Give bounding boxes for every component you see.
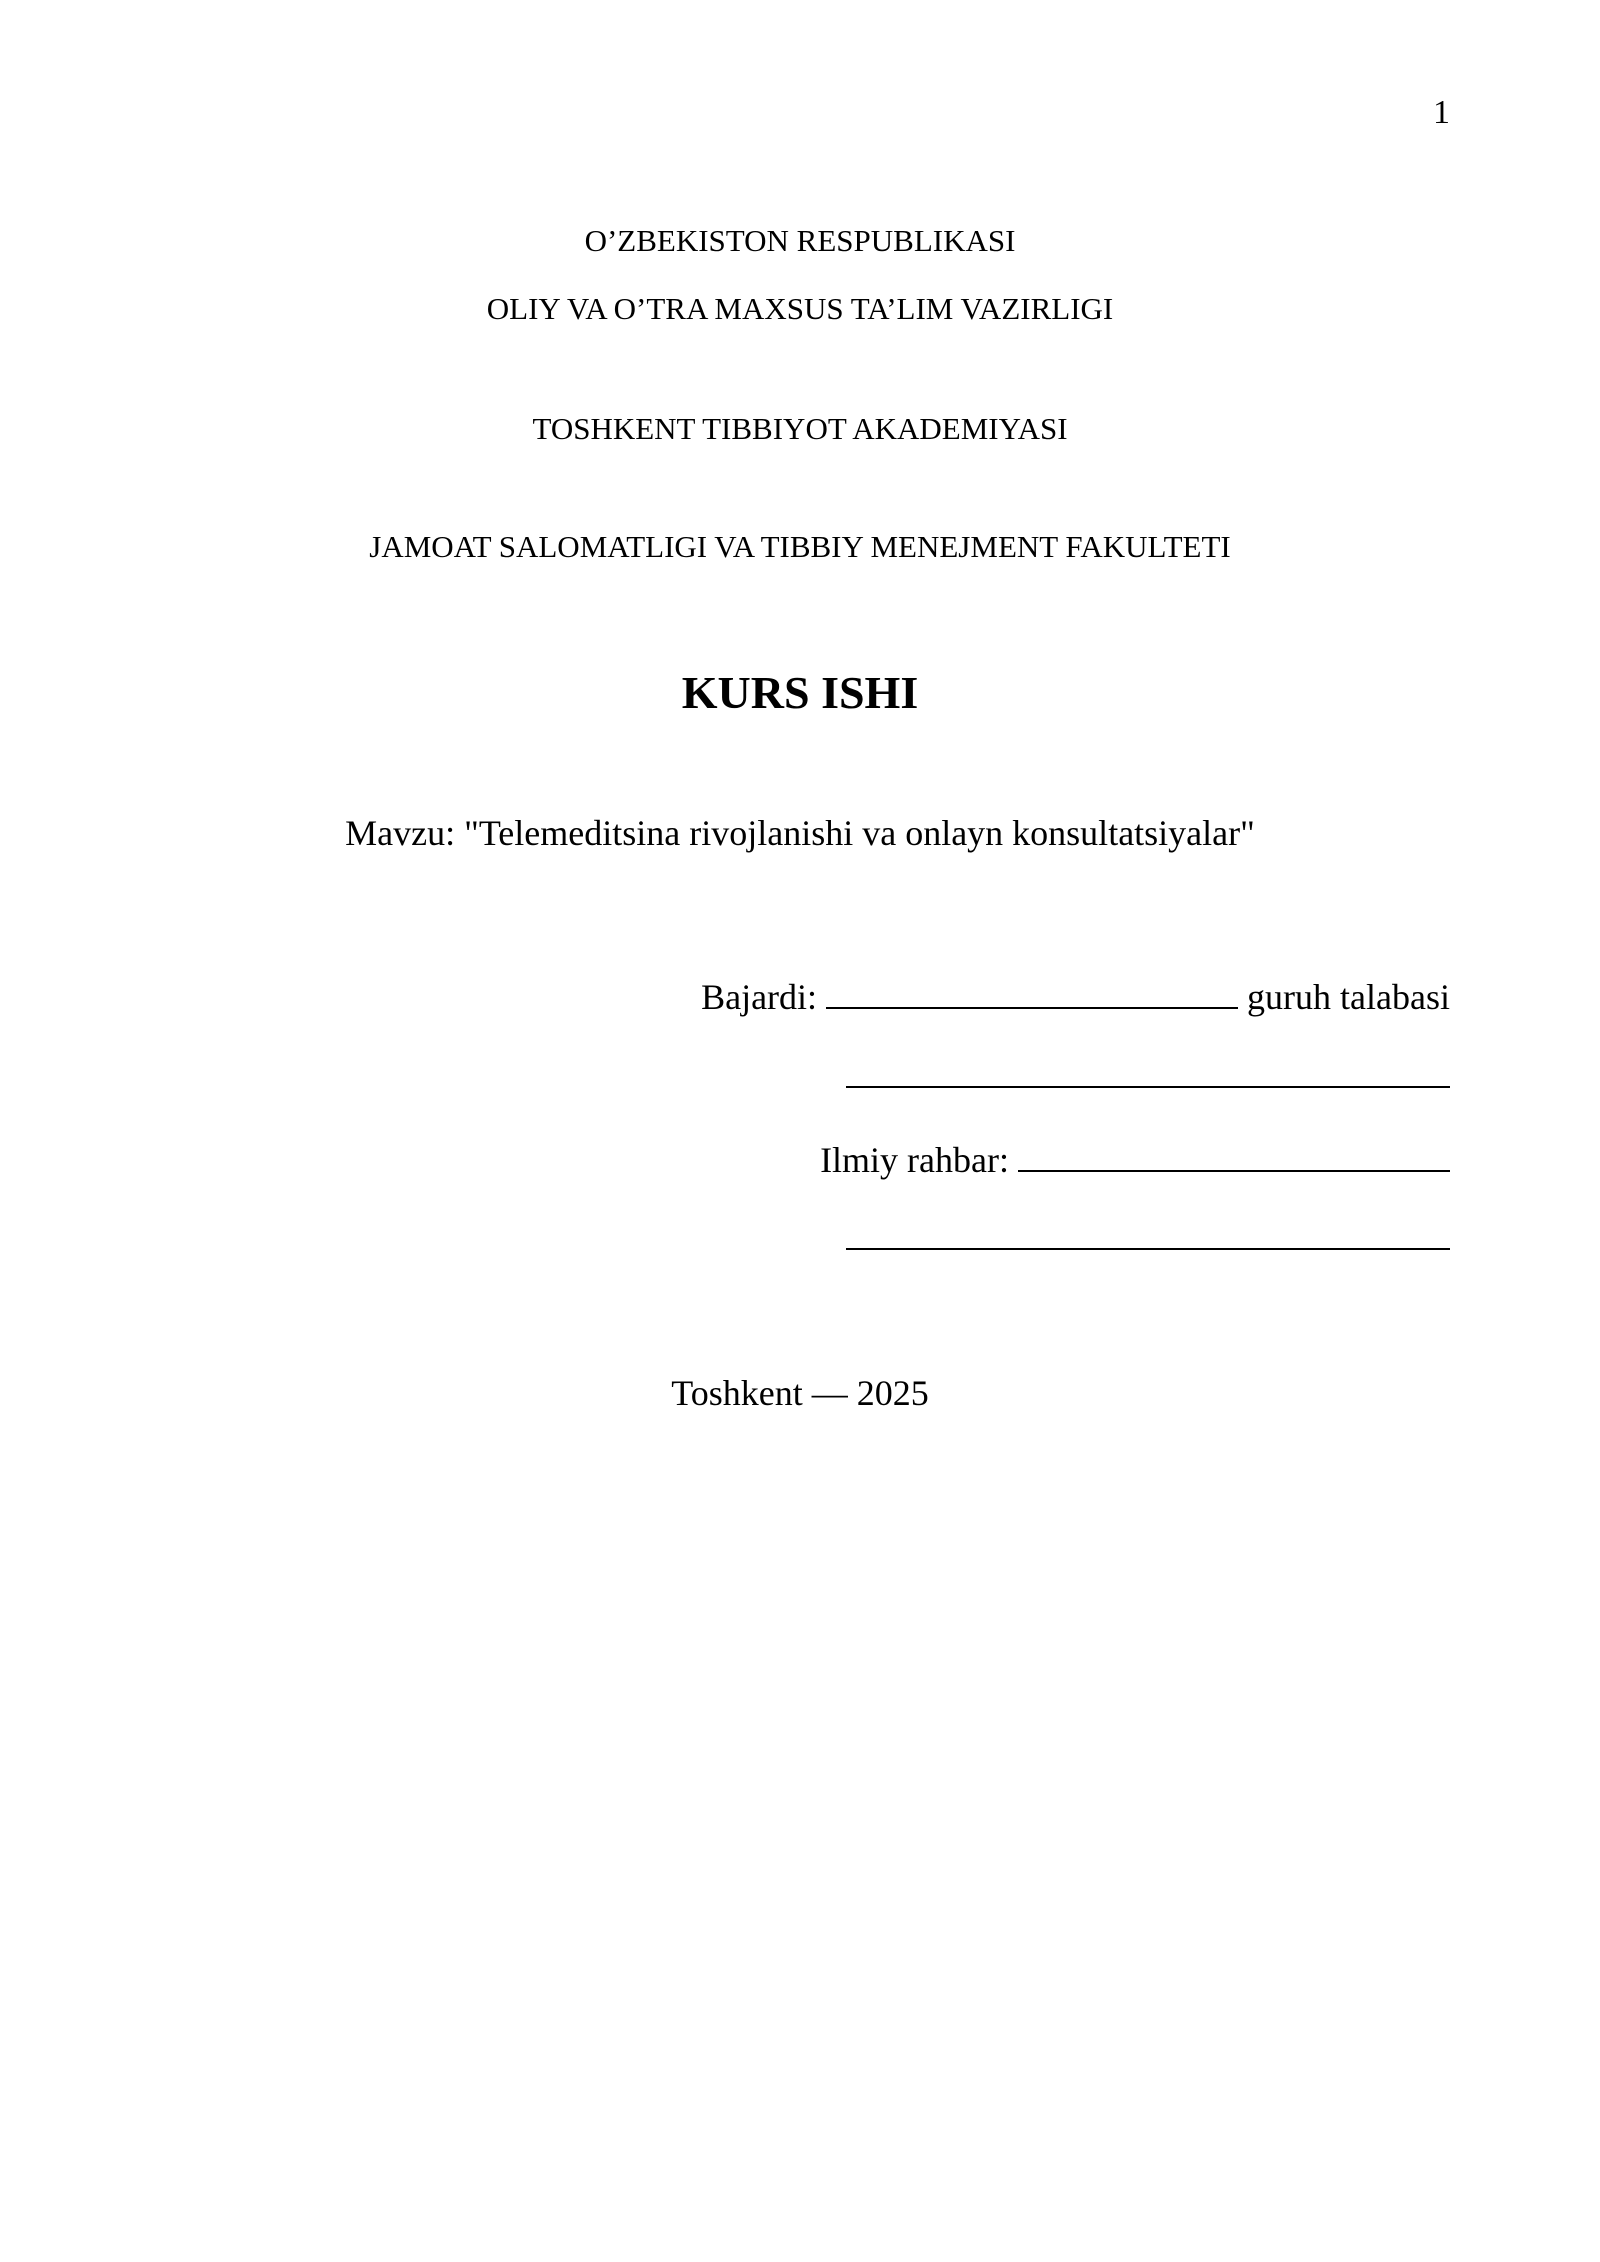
supervisor-name-blank xyxy=(846,1248,1450,1250)
performer-group-blank xyxy=(826,973,1238,1009)
supervisor-label: Ilmiy rahbar: xyxy=(820,1140,1009,1180)
performer-line xyxy=(701,973,1450,1019)
header-academy: TOSHKENT TIBBIYOT AKADEMIYASI xyxy=(532,411,1068,446)
performer-name-blank xyxy=(846,1086,1450,1088)
header-faculty: JAMOAT SALOMATLIGI VA TIBBIY MENEJMENT FAKULTETI xyxy=(369,529,1231,564)
performer-suffix: guruh talabasi xyxy=(1247,977,1450,1017)
page-number: 1 xyxy=(1433,94,1450,131)
performer-label: Bajardi: xyxy=(701,977,818,1017)
header-ministry: OLIY VA O’TRA MAXSUS TA’LIM VAZIRLIGI xyxy=(486,291,1114,326)
header-country: O’ZBEKISTON RESPUBLIKASI xyxy=(584,223,1016,258)
supervisor-line xyxy=(820,1136,1450,1182)
document-title: KURS ISHI xyxy=(681,667,919,718)
place-year: Toshkent — 2025 xyxy=(671,1373,929,1413)
document-topic: Mavzu: "Telemeditsina rivojlanishi va onlayn konsultatsiyalar" xyxy=(345,813,1255,853)
supervisor-blank xyxy=(1018,1136,1450,1172)
